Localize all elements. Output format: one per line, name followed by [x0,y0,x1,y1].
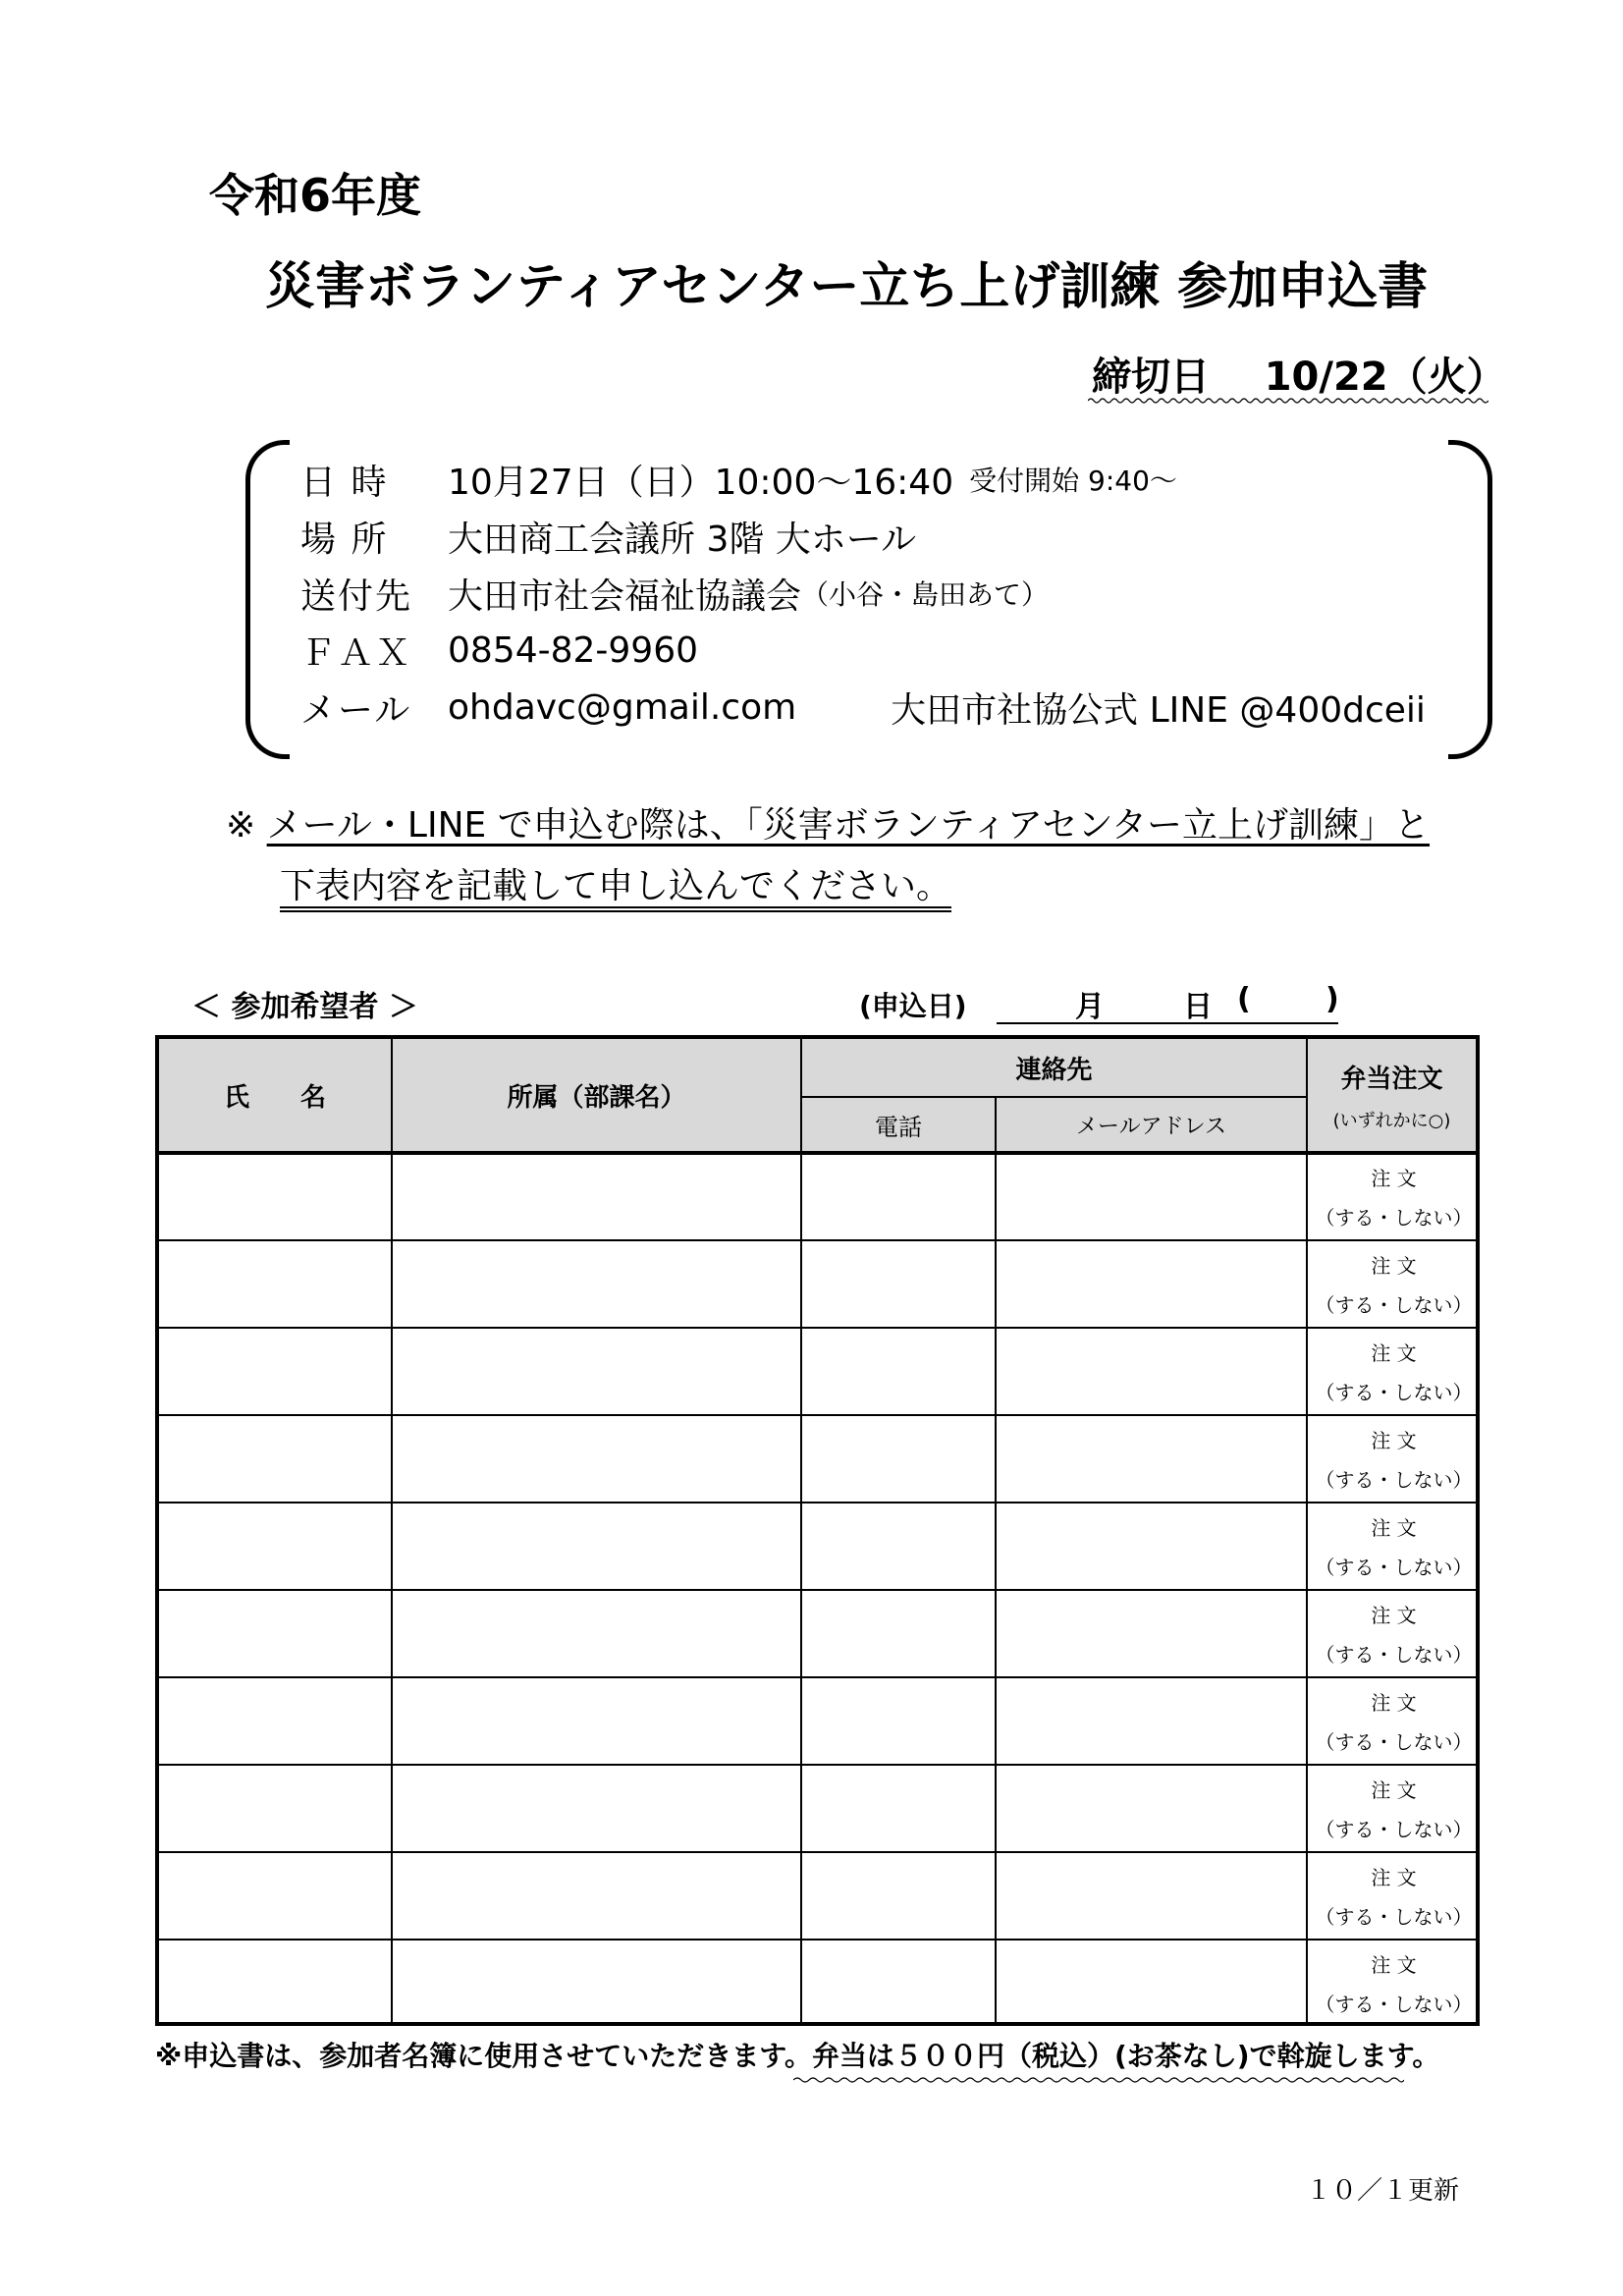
header-contact: 連絡先 [802,1039,1306,1096]
order-label: 注 文 [1371,1953,1417,1977]
year-title: 令和6年度 [209,169,422,222]
deadline-value: 10/22（火） [1264,355,1506,400]
deadline-label: 締切日 [1092,355,1210,400]
info-venue [300,509,916,564]
info-value: 0854-82-9960 [448,629,699,671]
paren-close: ) [1325,982,1339,1016]
paren-open: ( [1237,982,1251,1016]
order-options: （する・しない） [1315,1643,1473,1667]
month-label: 月 [1075,990,1105,1024]
info-value[interactable]: ohdavc@gmail.com [448,686,797,728]
lunch-order-cell[interactable] [1308,1508,1480,1587]
note-line-1 [226,797,1430,847]
note-text: メール・LINE で申込む際は、「災害ボランティアセンター立上げ訓練」と [266,805,1431,846]
footer-note-part2: 弁当は５００円（税込）(お茶なし)で斡旋します。 [811,2040,1440,2072]
application-date-field[interactable] [997,982,1338,1024]
lunch-order-cell[interactable] [1308,1246,1480,1325]
info-label: 場 所 [300,519,389,560]
info-email [300,680,1426,735]
order-label: 注 文 [1371,1778,1417,1802]
order-label: 注 文 [1371,1866,1417,1889]
info-extra: （小谷・島田あて） [801,578,1050,611]
info-fax [300,623,698,678]
order-label: 注 文 [1371,1516,1417,1540]
deadline-wavy-underline [1088,397,1488,405]
footer-wavy-underline [793,2076,1404,2084]
header-lunch [1308,1039,1476,1152]
lunch-order-cell[interactable] [1308,1334,1480,1412]
footer-note [155,2035,1439,2074]
deadline [1092,346,1506,402]
order-label: 注 文 [1371,1604,1417,1627]
event-info-box [245,440,1492,749]
lunch-order-cell[interactable] [1308,1945,1480,2024]
lunch-order-cell[interactable] [1308,1771,1480,1849]
order-label: 注 文 [1371,1341,1417,1365]
header-email: メールアドレス [997,1098,1306,1152]
order-options: （する・しない） [1315,1206,1473,1230]
order-options: （する・しない） [1315,1730,1473,1754]
order-label: 注 文 [1371,1254,1417,1278]
lunch-order-cell[interactable] [1308,1683,1480,1762]
note-line-2 [280,858,951,908]
footer-note-part1: ※申込書は、参加者名簿に使用させていただきます。 [155,2040,812,2072]
order-label: 注 文 [1371,1691,1417,1715]
info-value: 10月27日（日）10:00～16:40 [448,462,954,503]
info-send-to [300,566,1049,621]
left-bracket [245,440,290,759]
order-options: （する・しない） [1315,1468,1473,1492]
info-extra: 大田市社協公式 LINE @400dceii [891,689,1426,731]
info-label: 送付先 [300,575,413,617]
lunch-order-cell[interactable] [1308,1596,1480,1674]
order-label: 注 文 [1371,1429,1417,1452]
info-extra: 受付開始 9:40～ [969,465,1177,497]
lunch-order-cell[interactable] [1308,1159,1480,1237]
participants-label: ＜ 参加希望者 ＞ [191,990,418,1024]
document-title: 災害ボランティアセンター立ち上げ訓練 参加申込書 [265,258,1429,316]
header-affiliation: 所属（部課名） [393,1039,800,1152]
order-options: （する・しない） [1315,1293,1473,1317]
participant-table [155,1035,1480,2026]
header-lunch-title: 弁当注文 [1340,1065,1443,1094]
updated-date: １０／１更新 [1306,2176,1460,2206]
lunch-order-cell[interactable] [1308,1858,1480,1937]
header-phone: 電話 [802,1098,995,1152]
info-label: メール [300,689,412,731]
lunch-order-cell[interactable] [1308,1421,1480,1500]
header-name: 氏 名 [159,1039,391,1152]
order-options: （する・しない） [1315,1993,1473,2016]
note-text: 下表内容を記載して申し込んでください。 [280,866,951,912]
info-datetime [300,452,1177,507]
info-value: 大田市社会福祉協議会 [448,575,802,617]
info-value: 大田商工会議所 3階 大ホール [448,519,917,560]
info-label: ＦＡＸ [300,632,413,674]
order-options: （する・しない） [1315,1381,1473,1404]
order-options: （する・しない） [1315,1556,1473,1579]
order-options: （する・しない） [1315,1818,1473,1841]
note-marker: ※ [226,805,256,846]
right-bracket [1448,440,1492,759]
order-label: 注 文 [1371,1167,1417,1190]
day-label: 日 [1183,990,1213,1024]
header-lunch-note: (いずれかに○) [1332,1111,1451,1131]
application-date-label: (申込日) [859,990,967,1022]
info-label: 日 時 [300,462,389,503]
order-options: （する・しない） [1315,1905,1473,1929]
